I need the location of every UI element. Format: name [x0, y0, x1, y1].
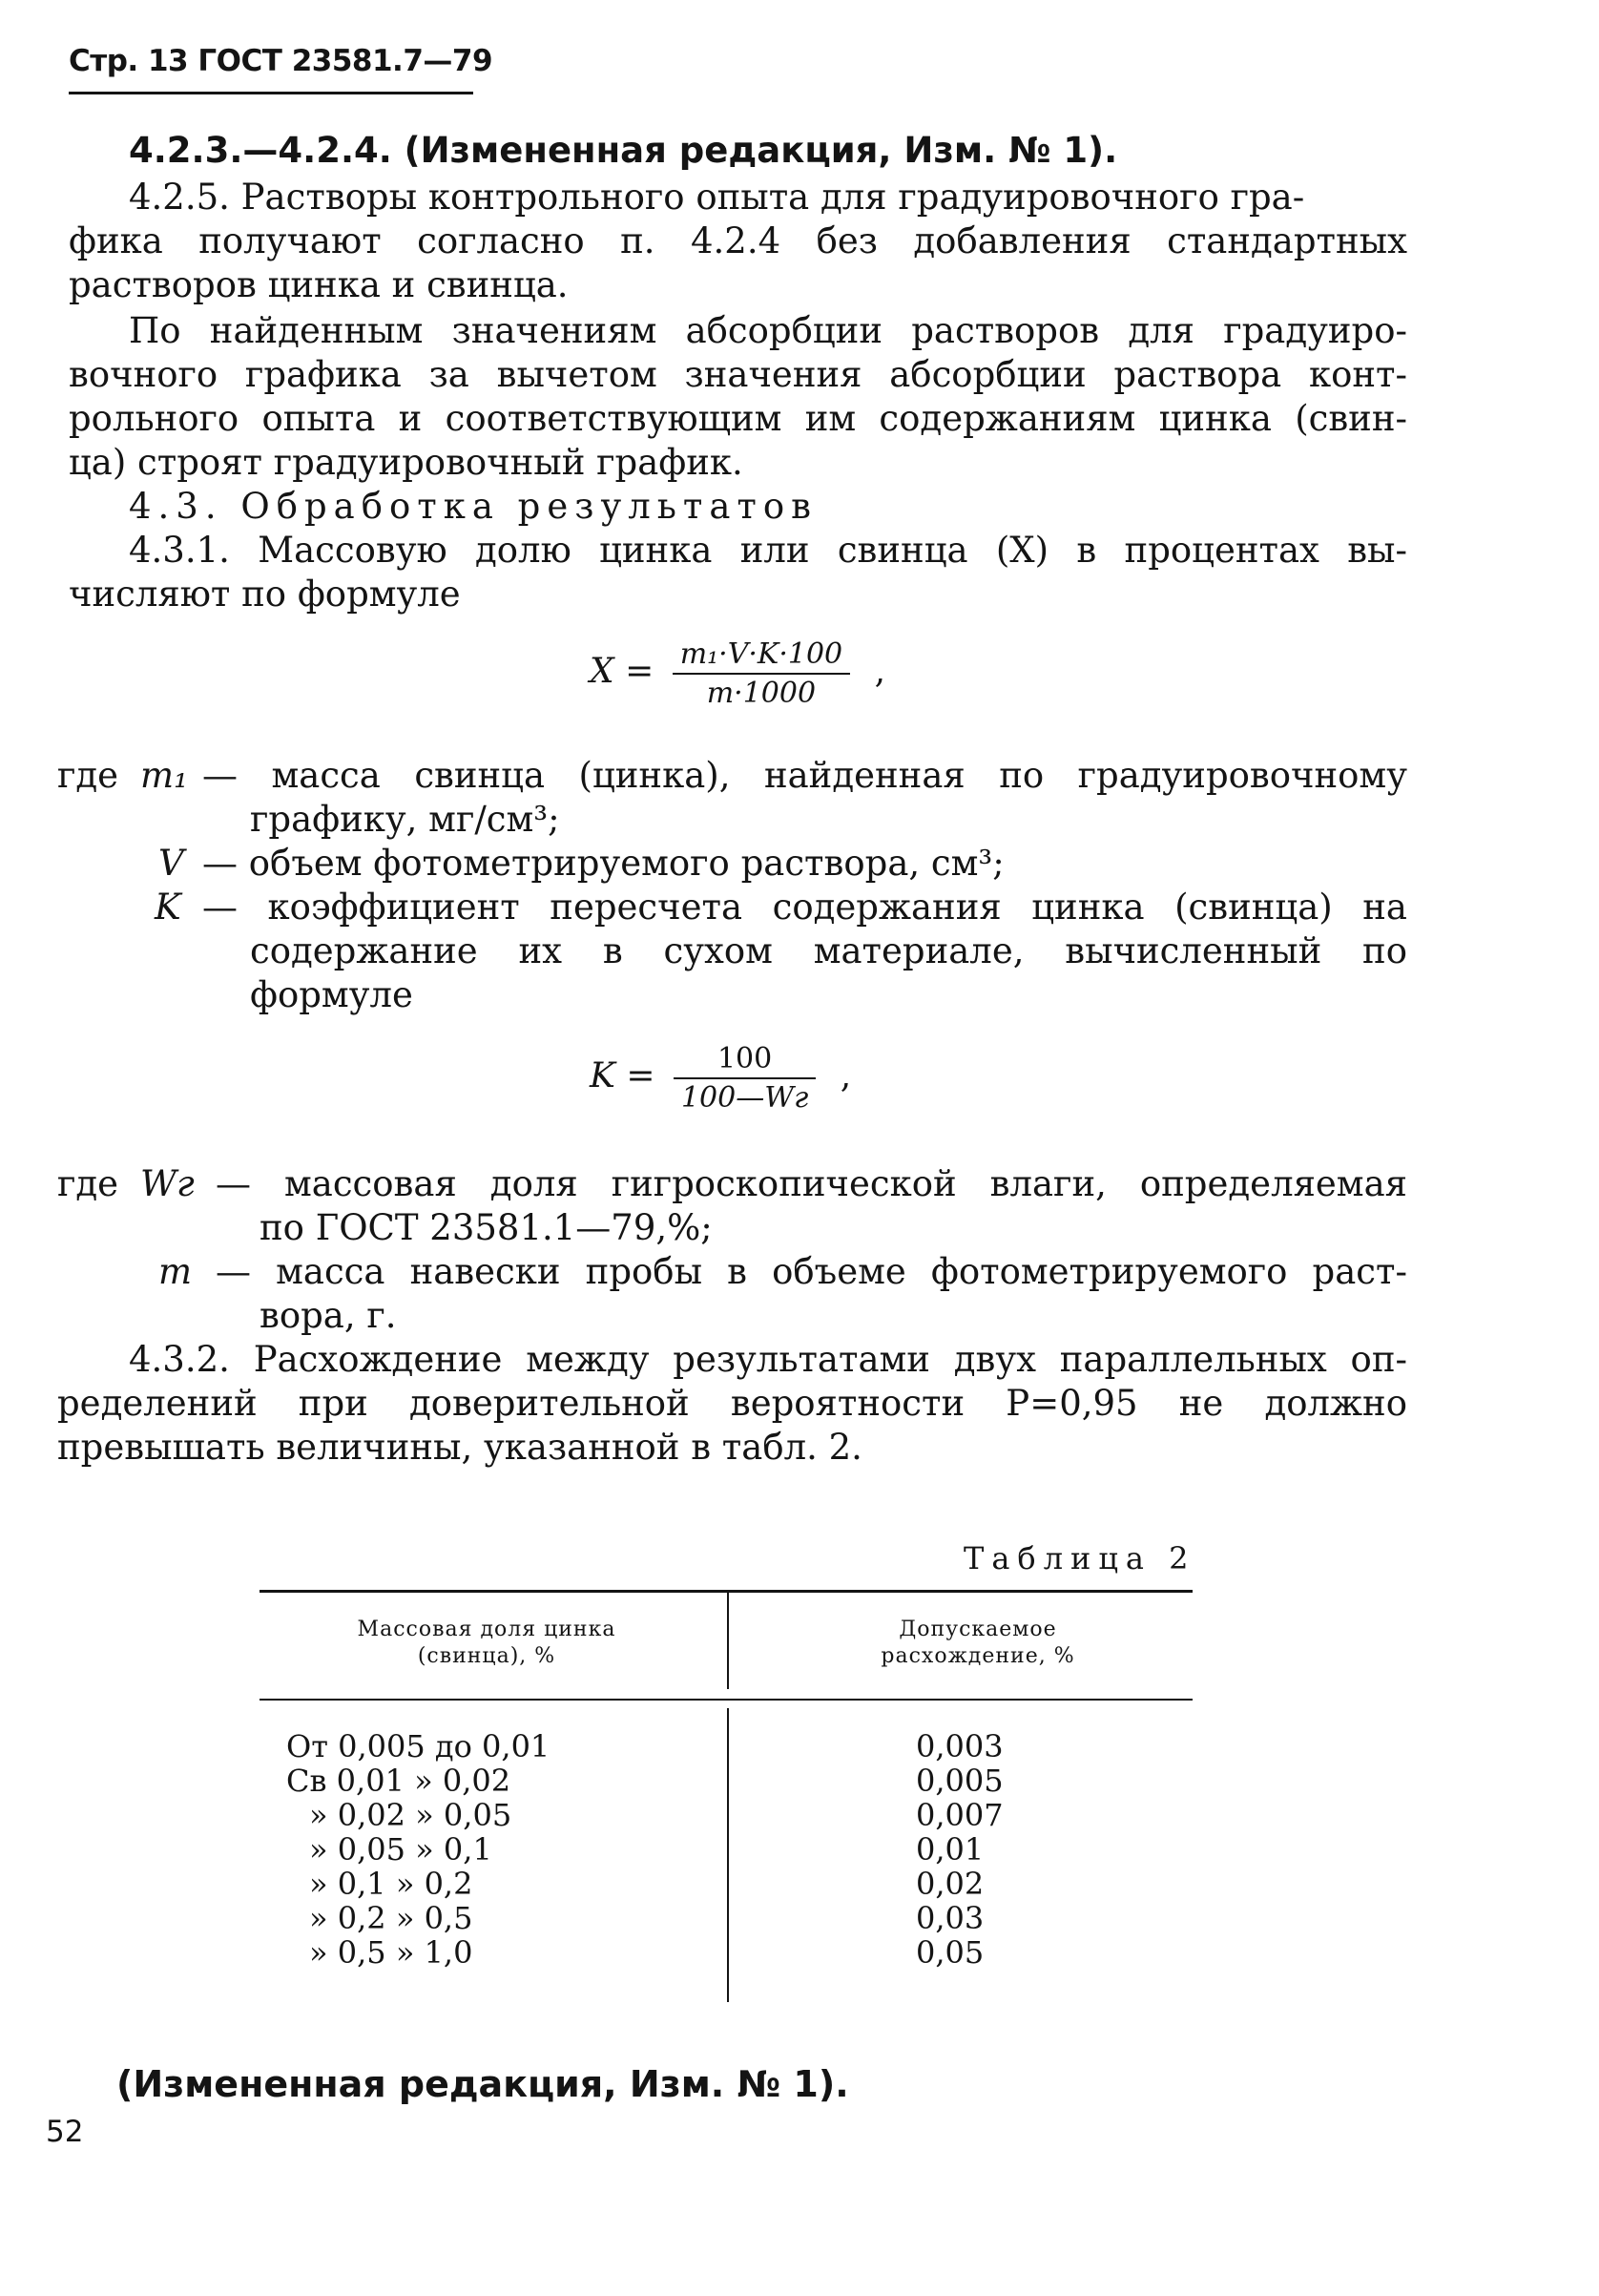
formula-x-denominator: m·1000 — [673, 673, 850, 710]
table-row-6-value: 0,03 — [916, 1900, 985, 1936]
para-432-line-3: превышать величины, указанной в табл. 2. — [57, 1427, 862, 1468]
header-rule — [69, 92, 473, 94]
para-431-line-1: 4.3.1. Массовую долю цинка или свинца (X) в процентах вы- — [129, 530, 1407, 571]
def-k-line-2: содержание их в сухом материале, вычисленный по — [250, 930, 1407, 971]
def-m1-var: m₁ — [140, 755, 188, 796]
table-row-4-range: » 0,05 » 0,1 — [309, 1831, 492, 1868]
para-graph-line-1: По найденным значениям абсорбции растворов для градуиро- — [129, 310, 1407, 351]
def-m1-prefix: где — [57, 755, 119, 796]
def-k-var: K — [155, 887, 181, 928]
def-w-prefix: где — [57, 1163, 119, 1204]
def-m1-line-1: — масса свинца (цинка), найденная по градуировочному — [202, 755, 1407, 796]
table-row-3-range: » 0,02 » 0,05 — [309, 1797, 512, 1833]
section-43-title: 4.3. Обработка результатов — [129, 486, 818, 527]
para-432-line-2: ределений при доверительной вероятности P=0,95 не должно — [57, 1383, 1407, 1424]
def-k-line-1: — коэффициент пересчета содержания цинка (свинца) на — [202, 887, 1407, 928]
table-row-1-value: 0,003 — [916, 1728, 1004, 1764]
table-body-divider — [727, 1708, 729, 2002]
page-header: Стр. 13 ГОСТ 23581.7—79 — [69, 44, 493, 78]
formula-k-denominator: 100—Wг — [674, 1077, 816, 1115]
table-body — [286, 1729, 725, 1970]
para-431-line-2: числяют по формуле — [69, 574, 461, 615]
def-w-var: Wг — [140, 1163, 195, 1204]
formula-k-comma: , — [840, 1056, 852, 1096]
formula-x — [590, 637, 885, 710]
formula-x-fraction — [673, 637, 850, 710]
amendment-note-footer: (Измененная редакция, Изм. № 1). — [116, 2063, 849, 2105]
formula-k-fraction — [674, 1042, 816, 1115]
def-m-line-2: вора, г. — [260, 1295, 397, 1336]
formula-k — [590, 1042, 851, 1115]
para-graph-line-4: ца) строят градуировочный график. — [69, 442, 743, 483]
table-row-4-value: 0,01 — [916, 1831, 985, 1868]
para-432-line-1: 4.3.2. Расхождение между результатами двух параллельных оп- — [129, 1339, 1407, 1380]
def-k-line-3: формуле — [250, 974, 413, 1015]
para-graph-line-2: вочного графика за вычетом значения абсорбции раствора конт- — [69, 354, 1407, 395]
formula-x-numerator: m₁·V·K·100 — [679, 637, 843, 671]
table-row-5-value: 0,02 — [916, 1866, 985, 1902]
table-col1-header: Массовая доля цинка (свинца), % — [357, 1618, 616, 1668]
def-v-text: — объем фотометрируемого раствора, см³; — [202, 843, 1005, 884]
table-row-7-value: 0,05 — [916, 1934, 985, 1971]
para-graph-line-3: рольного опыта и соответствующим им содержаниям цинка (свин- — [69, 398, 1407, 439]
table-row-5-range: » 0,1 » 0,2 — [309, 1866, 473, 1902]
para-425-line-1: 4.2.5. Растворы контрольного опыта для градуировочного гра- — [129, 177, 1305, 218]
table-values — [916, 1729, 1069, 1970]
table-row-6-range: » 0,2 » 0,5 — [309, 1900, 473, 1936]
formula-x-lhs: X = — [590, 652, 654, 691]
page-number: 52 — [46, 2115, 84, 2149]
table-row-2-value: 0,005 — [916, 1763, 1004, 1799]
table-caption: Таблица 2 — [964, 1540, 1196, 1576]
table-row-1-range: От 0,005 до 0,01 — [286, 1728, 550, 1764]
formula-x-comma: , — [874, 652, 886, 691]
table-row-2-range: Св 0,01 » 0,02 — [286, 1763, 511, 1799]
table-col2-header: Допускаемое расхождение, % — [881, 1618, 1075, 1668]
def-m-line-1: — масса навески пробы в объеме фотометрируемого раст- — [216, 1251, 1407, 1292]
table-row-7-range: » 0,5 » 1,0 — [309, 1934, 473, 1971]
def-w-line-2: по ГОСТ 23581.1—79,%; — [260, 1207, 713, 1248]
formula-k-lhs: K = — [590, 1056, 655, 1096]
table-header-divider — [727, 1592, 729, 1689]
formula-k-numerator: 100 — [716, 1042, 773, 1075]
def-w-line-1: — массовая доля гигроскопической влаги, определяемая — [216, 1163, 1407, 1204]
table-row-3-value: 0,007 — [916, 1797, 1004, 1833]
amendment-note-423: 4.2.3.—4.2.4. (Измененная редакция, Изм. № 1). — [129, 130, 1118, 171]
para-425-line-2: фика получают согласно п. 4.2.4 без добавления стандартных — [69, 220, 1407, 261]
table-top-rule — [260, 1590, 1193, 1593]
para-425-line-3: растворов цинка и свинца. — [69, 264, 569, 305]
def-v-var: V — [158, 843, 184, 884]
table-header-rule — [260, 1699, 1193, 1701]
def-m-var: m — [158, 1251, 193, 1292]
def-m1-line-2: графику, мг/см³; — [250, 799, 560, 840]
